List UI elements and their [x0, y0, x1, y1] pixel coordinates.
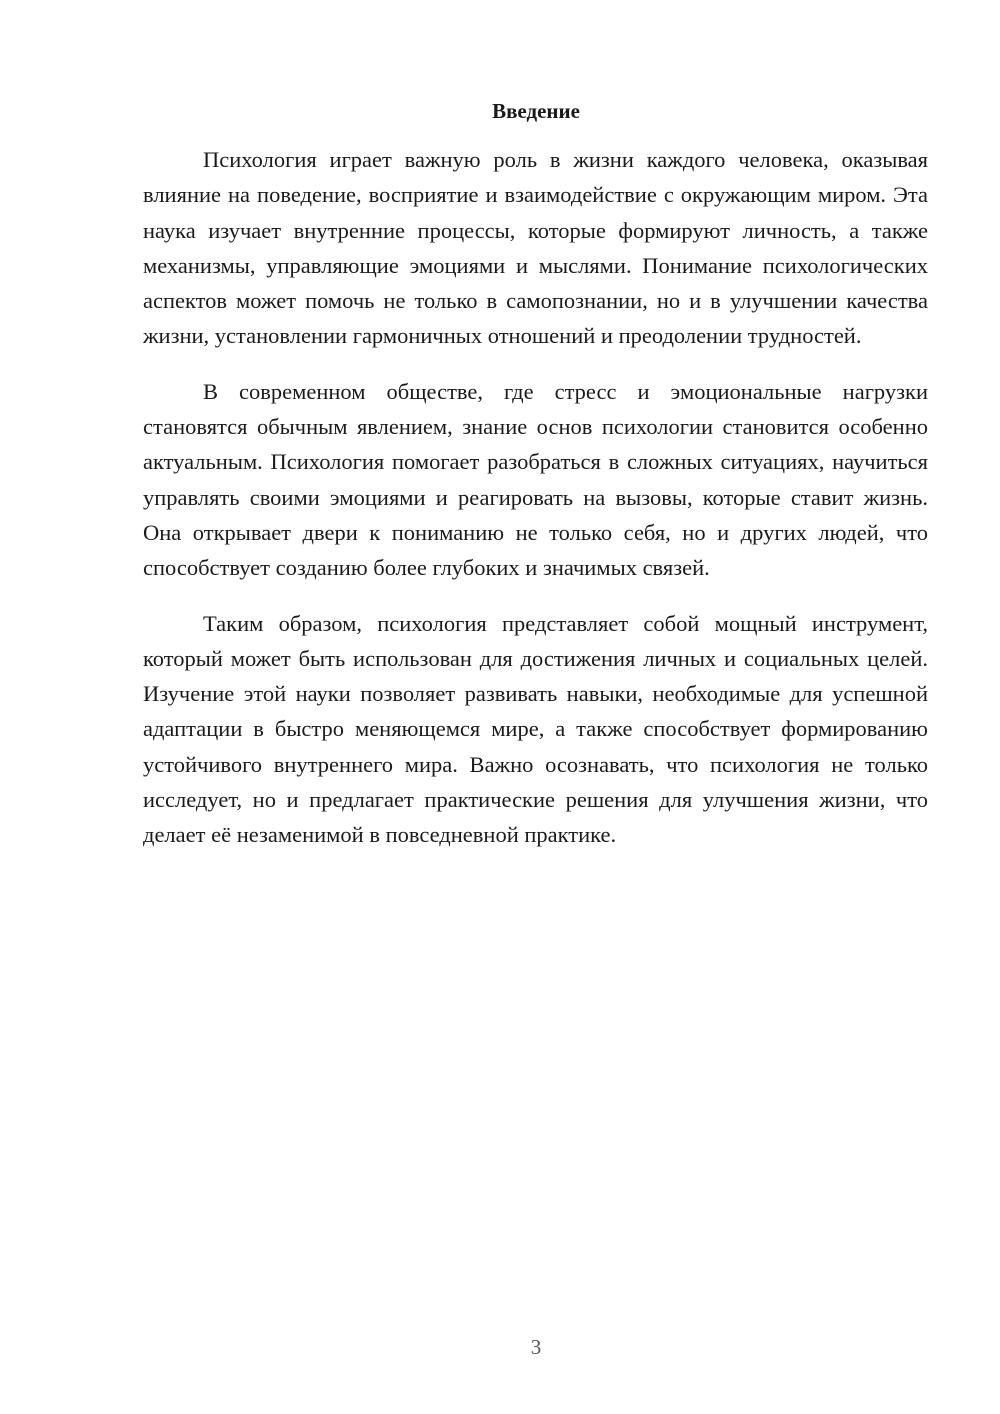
page-number: 3	[530, 1335, 542, 1359]
section-title: Введение	[492, 99, 580, 123]
paragraph-3: Таким образом, психология представляет собой мощный инструмент, который может быть использован для достижения личных и социальных целей. Изучение этой науки позволяет развивать навыки, необходимые для успешной адаптации в быстро меняющемся мире, а также способствует формированию устойчивого внутреннего мира. Важно осознавать, что психология не только исследует, но и предлагает практические решения для улучшения жизни, что делает её незаменимой в повседневной практике.	[143, 610, 928, 848]
paragraph-2: В современном обществе, где стресс и эмоциональные нагрузки становятся обычным явлением, знание основ психологии становится особенно актуальным. Психология помогает разобраться в сложных ситуациях, научиться управлять своими эмоциями и реагировать на вызовы, которые ставит жизнь. Она открывает двери к пониманию не только себя, но и других людей, что способствует созданию более глубоких и значимых связей.	[143, 378, 928, 581]
body-text	[143, 142, 928, 873]
paragraph-1: Психология играет важную роль в жизни каждого человека, оказывая влияние на поведение, восприятие и взаимодействие с окружающим миром. Эта наука изучает внутренние процессы, которые формируют личность, а также механизмы, управляющие эмоциями и мыслями. Понимание психологических аспектов может помочь не только в самопознании, но и в улучшении качества жизни, установлении гармоничных отношений и преодолении трудностей.	[143, 147, 928, 349]
